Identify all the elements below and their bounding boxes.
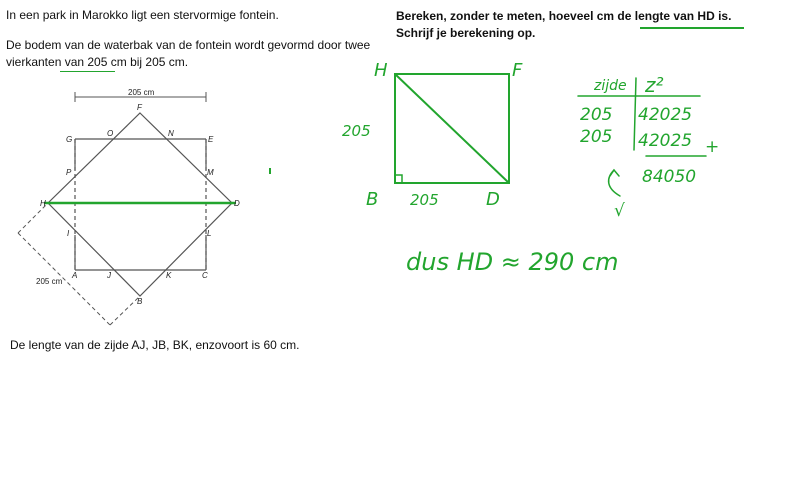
point-J: J xyxy=(107,271,111,280)
question-line-2: Schrijf je berekening op. xyxy=(396,26,536,40)
point-K: K xyxy=(166,271,172,280)
sketch-side-bottom: 205 xyxy=(410,191,439,209)
point-O: O xyxy=(107,129,114,138)
sketch-label-H: H xyxy=(374,60,388,81)
answer-text: dus HD ≈ 290 cm xyxy=(406,248,619,276)
point-H: H xyxy=(40,199,46,208)
right-angle-mark xyxy=(395,175,402,183)
intro-line-2: De bodem van de waterbak van de fontein wordt gevormd door twee xyxy=(6,38,371,52)
point-L: L xyxy=(207,229,212,238)
figure-caption: De lengte van de zijde AJ, JB, BK, enzovoort is 60 cm. xyxy=(10,338,300,352)
sketch-label-D: D xyxy=(486,189,500,210)
sqrt-sign: √ xyxy=(614,201,625,221)
arrow-curve xyxy=(609,170,620,196)
sketch-label-F: F xyxy=(512,60,523,81)
intro-line-3: vierkanten van 205 cm bij 205 cm. xyxy=(6,55,189,69)
point-M: M xyxy=(207,168,214,177)
table-r2-b: 42025 xyxy=(638,131,693,151)
point-G: G xyxy=(66,135,73,144)
table-col1: zijde xyxy=(594,78,627,94)
table-r2-a: 205 xyxy=(580,127,613,147)
point-N: N xyxy=(168,129,174,138)
point-B: B xyxy=(137,297,143,306)
point-I: I xyxy=(67,229,70,238)
point-P: P xyxy=(66,168,72,177)
sketch-label-B: B xyxy=(366,189,379,210)
table-sum: 84050 xyxy=(642,167,697,187)
point-C: C xyxy=(202,271,208,280)
point-F: F xyxy=(137,103,142,112)
point-E: E xyxy=(208,135,214,144)
point-D: D xyxy=(234,199,240,208)
dim-top-label: 205 cm xyxy=(128,88,155,97)
sketch-side-left: 205 xyxy=(342,122,371,140)
table-plus: + xyxy=(705,137,720,157)
dim-side-label: 205 cm xyxy=(36,277,63,286)
table-r1-b: 42025 xyxy=(638,105,693,125)
point-A: A xyxy=(72,271,78,280)
sketch-diagonal xyxy=(395,74,509,183)
question-line-1: Bereken, zonder te meten, hoeveel cm de lengte van HD is. xyxy=(396,9,732,23)
table-vline xyxy=(634,78,636,150)
table-col2: z² xyxy=(645,73,664,97)
intro-line-1: In een park in Marokko ligt een stervormige fontein. xyxy=(6,8,279,22)
table-r1-a: 205 xyxy=(580,105,613,125)
